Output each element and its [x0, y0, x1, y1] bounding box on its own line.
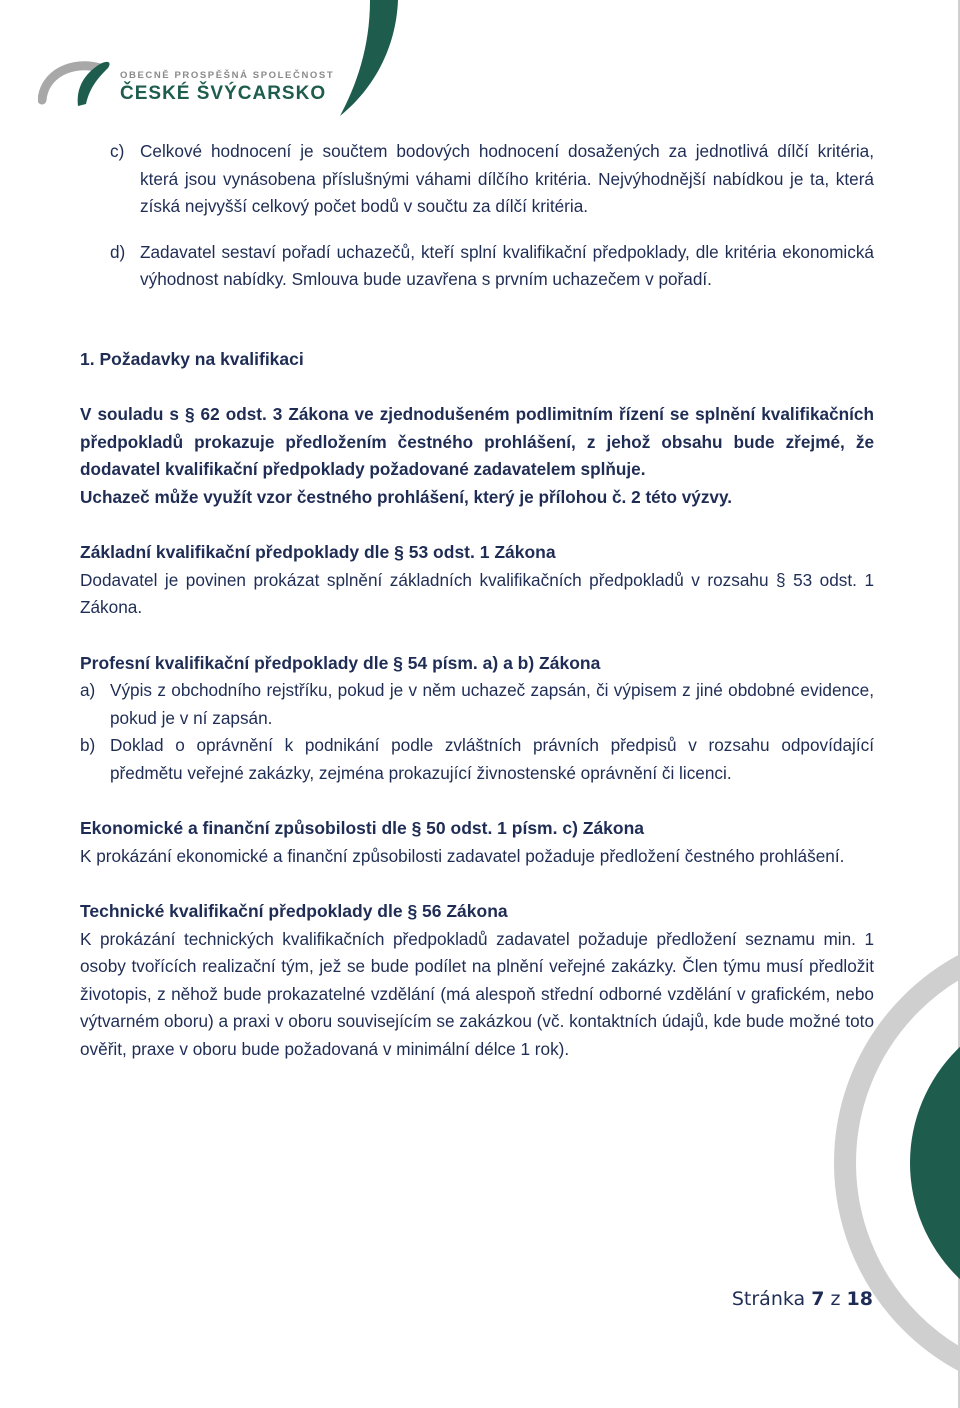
total-pages: 18 [846, 1288, 873, 1310]
list-item [80, 239, 874, 294]
subsection-heading: Profesní kvalifikační předpoklady dle § 54 písm. a) a b) Zákona [80, 652, 601, 673]
list-marker: b) [80, 735, 96, 755]
document-body [80, 138, 874, 1063]
section-heading: 1. Požadavky na kvalifikaci [80, 348, 304, 369]
page-separator: z [830, 1288, 841, 1310]
list-item [80, 732, 874, 787]
paragraph: V souladu s § 62 odst. 3 Zákona ve zjednodušeném podlimitním řízení se splnění kvalifikačních předpokladů prokazuje předložením čestného prohlášení, z jehož obsahu bude zřejmé, že dodavatel kvalifikační předpoklady požadované zadavatelem splňuje. [80, 404, 874, 479]
paragraph: Celkové hodnocení je součtem bodových hodnocení dosažených za jednotlivá dílčí kritéria, která jsou vynásobena příslušnými váhami dílčího kritéria. Nejvýhodnější nabídkou je ta, která získá nejvyšší celkový počet bodů v součtu za dílčí kritéria. [140, 141, 874, 216]
subsection-heading: Technické kvalifikační předpoklady dle § 56 Zákona [80, 901, 508, 921]
paragraph: Výpis z obchodního rejstříku, pokud je v něm uchazeč zapsán, či výpisem z jiné obdobné evidence, pokud je v ní zapsán. [110, 680, 874, 728]
page-label: Stránka [731, 1288, 806, 1310]
list-marker: c) [110, 141, 125, 161]
list-item [80, 677, 874, 732]
logo-title: ČESKÉ ŠVÝCARSKO [120, 83, 327, 104]
paragraph: Uchazeč může využít vzor čestného prohlášení, který je přílohou č. 2 této výzvy. [80, 486, 733, 507]
subsection-heading: Ekonomické a finanční způsobilosti dle § 50 odst. 1 písm. c) Zákona [80, 818, 645, 838]
paragraph: Dodavatel je povinen prokázat splnění základních kvalifikačních předpokladů v rozsahu § 53 odst. 1 Zákona. [80, 569, 874, 617]
page-number [732, 1288, 873, 1310]
paragraph: Doklad o oprávnění k podnikání podle zvláštních právních předpisů v rozsahu odpovídající předmětu veřejné zakázky, zejména prokazující živnostenské oprávnění či licenci. [110, 735, 874, 783]
organization-logo [38, 52, 335, 112]
subsection-heading: Základní kvalifikační předpoklady dle § 53 odst. 1 Zákona [80, 542, 556, 562]
paragraph: Zadavatel sestaví pořadí uchazečů, kteří splní kvalifikační předpoklady, dle kritéria ekonomická výhodnost nabídky. Smlouva bude uzavřena s prvním uchazečem v pořadí. [140, 241, 874, 289]
paragraph: K prokázání technických kvalifikačních předpokladů zadavatel požaduje předložení seznamu min. 1 osoby tvořících realizační tým, jež se bude podílet na plnění veřejné zakázky. Člen týmu musí předložit životopis, z něhož bude prokazatelné vzdělání (má alespoň střední odborné vzdělání v grafickém, nebo výtvarném oboru) a praxi v oboru souvisejícím se zakázkou (vč. kontaktních údajů, kde bude možné toto ověřit, praxe v oboru bude požadovaná v minimální délce 1 rok). [80, 928, 874, 1059]
logo-subtitle: OBECNĚ PROSPĚŠNÁ SPOLEČNOST [120, 70, 335, 81]
list-item [80, 138, 874, 221]
list-marker: d) [110, 241, 126, 262]
logo-swoosh-icon [38, 52, 118, 112]
list-marker: a) [80, 680, 96, 700]
paragraph: K prokázání ekonomické a finanční způsobilosti zadavatel požaduje předložení čestného prohlášení. [80, 845, 845, 866]
current-page: 7 [811, 1288, 825, 1310]
decorative-leaf-icon [330, 0, 400, 118]
